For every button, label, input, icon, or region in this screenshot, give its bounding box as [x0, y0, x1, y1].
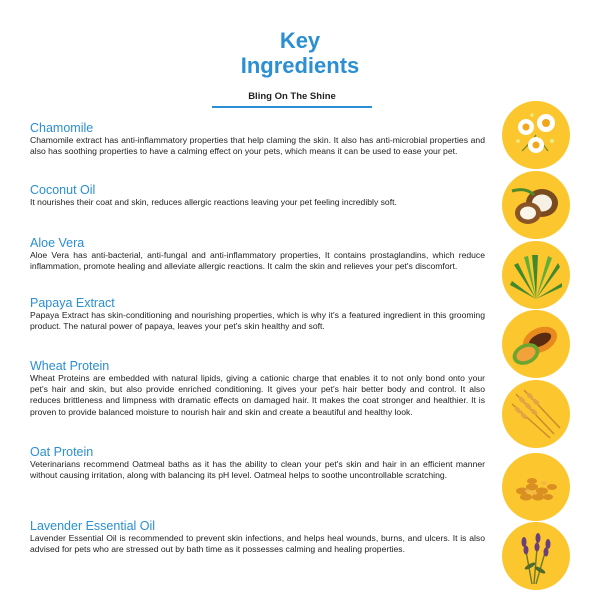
ingredient-description: Lavender Essential Oil is recommended to prevent skin infections, and helps heal wounds, burns, and ulcers. It is also advised for pets who are stressed out by bath time as it possesses calming and healing properties.: [30, 533, 485, 555]
ingredient-description: Papaya Extract has skin-conditioning and nourishing properties, which is why it's a featured ingredient in this grooming product. The natural power of papaya, leaves your pet's skin healthy and soft.: [30, 310, 485, 332]
chamomile-flower-icon: [502, 101, 570, 169]
ingredient-description: Veterinarians recommend Oatmeal baths as it has the ability to clean your pet's skin and hair in an efficient manner without causing irritation, along with balancing its pH level. Oatmeal helps to soothe uncontrollable scratching.: [30, 459, 485, 481]
ingredient-name: Wheat Protein: [30, 359, 110, 373]
subtitle-underline: [212, 106, 372, 108]
ingredient-name: Aloe Vera: [30, 236, 85, 250]
aloe-vera-icon: [502, 241, 570, 309]
ingredient-coconut-oil: [30, 183, 485, 208]
title-line-ingredients: Ingredients: [240, 53, 360, 78]
ingredient-description: Chamomile extract has anti-inflammatory properties that help claming the skin. It also has anti-microbial properties and also has soothing properties to have a calming effect on your pets, which means it can be used to ease your pet.: [30, 135, 485, 157]
ingredient-name: Coconut Oil: [30, 183, 96, 197]
subtitle: Bling On The Shine: [248, 91, 336, 102]
ingredient-name: Papaya Extract: [30, 296, 115, 310]
wheat-icon: [502, 380, 570, 448]
oat-flakes-icon: [502, 453, 570, 521]
ingredient-description: Wheat Proteins are embedded with natural lipids, giving a cationic charge that enables it to not only bond onto your pet's hair and skin, but also provide enriched conditioning. It gives your pet's hair better body and control. It also reduces brittleness and limpness with dramatic effects on damaged hair. It makes the coat stronger and healthier. It is proven to provide balanced moisture to nourish hair and skin and create a beautiful and healthy look.: [30, 373, 485, 417]
ingredient-aloe-vera: [30, 236, 485, 272]
ingredient-oat-protein: [30, 445, 485, 481]
title-line-key: Key: [279, 28, 321, 53]
ingredient-chamomile: [30, 121, 485, 157]
papaya-icon: [502, 310, 570, 378]
ingredient-name: Chamomile: [30, 121, 94, 135]
ingredient-lavender-essential-oil: [30, 519, 485, 555]
ingredient-name: Oat Protein: [30, 445, 94, 459]
ingredient-wheat-protein: [30, 359, 485, 418]
ingredient-papaya-extract: [30, 296, 485, 332]
ingredient-description: It nourishes their coat and skin, reduces allergic reactions leaving your pet feeling incredibly soft.: [30, 197, 397, 207]
page-title: [0, 28, 600, 78]
ingredient-name: Lavender Essential Oil: [30, 519, 156, 533]
lavender-icon: [502, 522, 570, 590]
coconut-icon: [502, 171, 570, 239]
ingredient-description: Aloe Vera has anti-bacterial, anti-fungal and anti-inflammatory properties, It contains prostaglandins, which reduce inflammation, promote healing and alleviate allergic reactions. It calm the skin and relieves your pet's discomfort.: [30, 250, 485, 272]
